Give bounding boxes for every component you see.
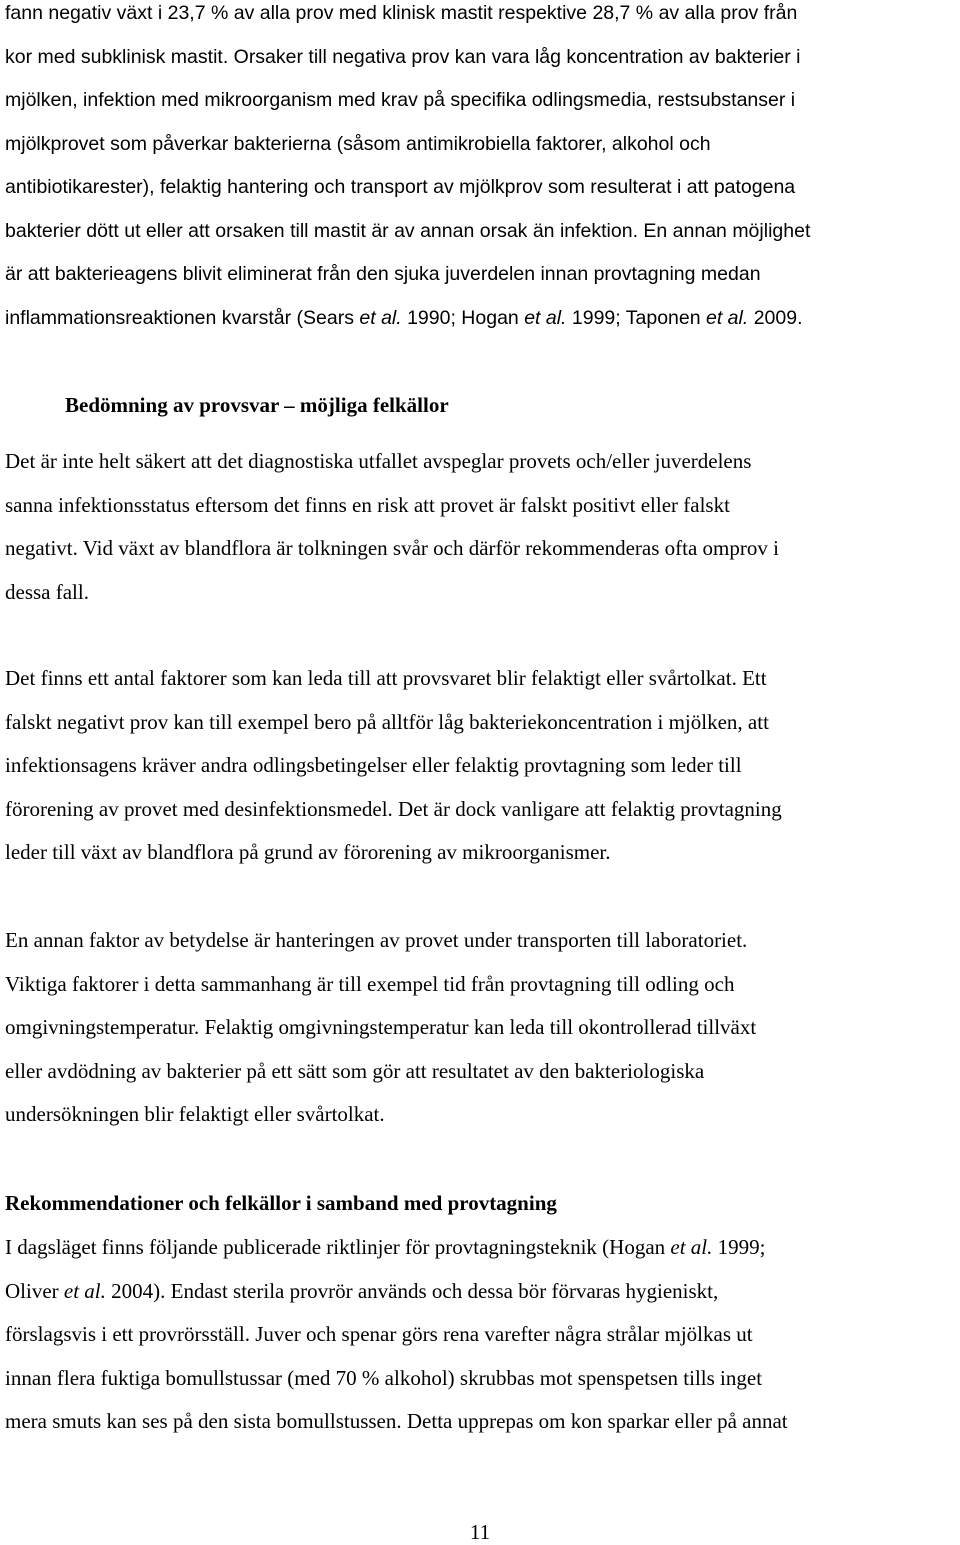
paragraph-line: förorening av provet med desinfektionsmedel. Det är dock vanligare att felaktig provtagning [5,796,782,821]
text-run: 1999; [712,1235,766,1259]
paragraph-line: Det är inte helt säkert att det diagnostiska utfallet avspeglar provets och/eller juverdelens [5,449,752,473]
section-heading: Rekommendationer och felkällor i samband med provtagning [5,1191,557,1215]
paragraph-line: undersökningen blir felaktigt eller svårtolkat. [5,1102,385,1126]
paragraph-line: Det finns ett antal faktorer som kan leda till att provsvaret blir felaktigt eller svårtolkat. Ett [5,666,767,690]
text-run: 2009. [748,306,803,329]
text-run: 2004). Endast sterila provrör används och dessa bör förvaras hygieniskt, [105,1278,719,1303]
text-run: 1990; Hogan [401,306,525,329]
paragraph-line: mjölkprovet som påverkar bakterierna (såsom antimikrobiella faktorer, alkohol och [5,132,711,155]
citation-italic: et al. [524,306,567,329]
paragraph-line [5,305,803,331]
paragraph-line: bakterier dött ut eller att orsaken till mastit är av annan orsak än infektion. En annan möjlighet [5,219,811,242]
paragraph-line: mera smuts kan ses på den sista bomullstussen. Detta upprepas om kon sparkar eller på annat [5,1409,788,1433]
citation-italic: et al. [63,1278,106,1303]
citation-italic: et al. [670,1235,713,1259]
paragraph-line: eller avdödning av bakterier på ett sätt som gör att resultatet av den bakteriologiska [5,1058,705,1083]
page-number: 11 [469,1520,491,1544]
paragraph-line: är att bakterieagens blivit eliminerat från den sjuka juverdelen innan provtagning medan [5,263,761,285]
paragraph-line: negativt. Vid växt av blandflora är tolkningen svår och därför rekommenderas ofta omprov i [5,536,779,560]
paragraph-line: kor med subklinisk mastit. Orsaker till negativa prov kan vara låg koncentration av bakterier i [5,45,801,68]
paragraph-line: innan flera fuktiga bomullstussar (med 70 % alkohol) skrubbas mot spenspetsen tills inget [5,1365,763,1390]
paragraph-line [5,1234,765,1260]
paragraph-line: antibiotikarester), felaktig hantering och transport av mjölkprov som resulterat i att patogena [5,176,796,198]
paragraph-line: fann negativ växt i 23,7 % av alla prov med klinisk mastit respektive 28,7 % av alla prov från [5,2,798,24]
citation-italic: et al. [359,306,402,329]
paragraph-line: En annan faktor av betydelse är hanteringen av provet under transporten till laboratoriet. [5,928,748,952]
paragraph-line: Viktiga faktorer i detta sammanhang är till exempel tid från provtagning till odling och [5,971,735,996]
paragraph-line: leder till växt av blandflora på grund av förorening av mikroorganismer. [5,840,611,864]
paragraph-line: sanna infektionsstatus eftersom det finns en risk att provet är falskt positivt eller falskt [5,492,730,517]
text-run: Oliver [5,1278,64,1303]
text-run: inflammationsreaktionen kvarstår (Sears [5,306,360,329]
text-run: I dagsläget finns följande publicerade riktlinjer för provtagningsteknik (Hogan [5,1235,671,1259]
section-heading: Bedömning av provsvar – möjliga felkällor [65,393,449,417]
citation-italic: et al. [706,306,749,329]
paragraph-line: dessa fall. [5,579,89,604]
paragraph-line: mjölken, infektion med mikroorganism med krav på specifika odlingsmedia, restsubstanser i [5,89,796,111]
paragraph-line [5,1278,718,1304]
paragraph-line: infektionsagens kräver andra odlingsbetingelser eller felaktig provtagning som leder till [5,753,742,777]
text-run: 1999; Taponen [566,306,706,329]
paragraph-line: falskt negativt prov kan till exempel bero på alltför låg bakteriekoncentration i mjölken, att [5,709,769,734]
paragraph-line: förslagsvis i ett provrörsställ. Juver och spenar görs rena varefter några strålar mjölkas ut [5,1322,753,1346]
paragraph-line: omgivningstemperatur. Felaktig omgivningstemperatur kan leda till okontrollerad tillväxt [5,1015,757,1039]
